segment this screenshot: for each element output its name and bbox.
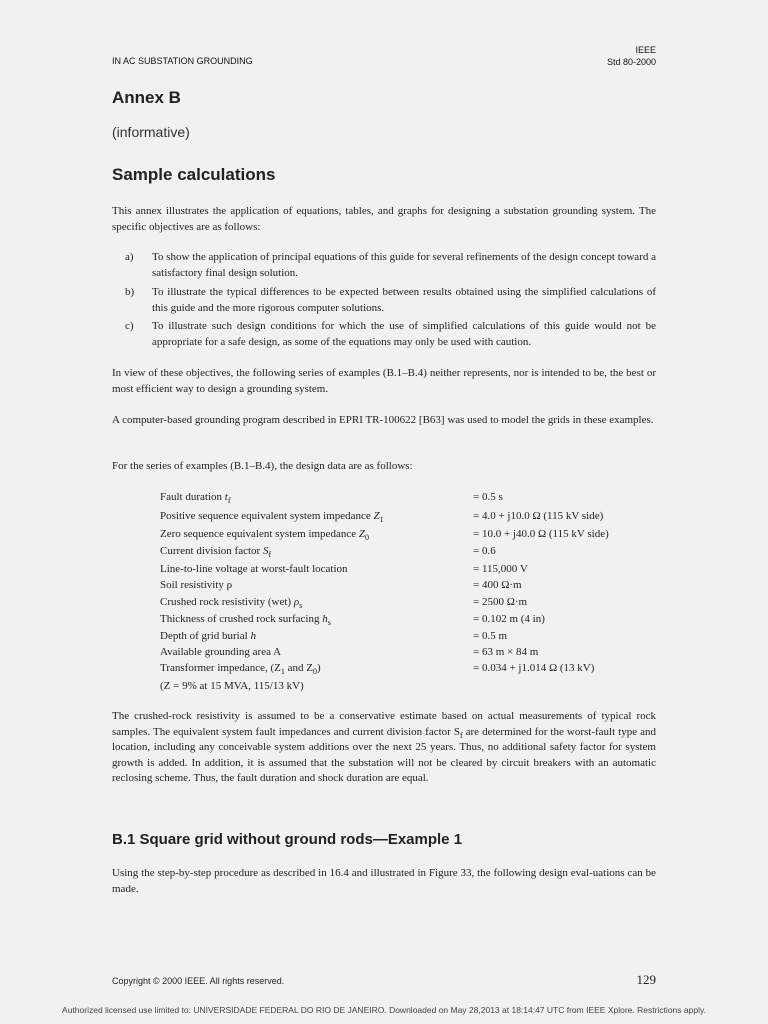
section-title: Sample calculations [112, 165, 276, 184]
data-subscript: 0 [364, 533, 369, 542]
data-label: Current division factor [160, 545, 261, 557]
crushed-rock-text-rest: are determined for the worst-fault type and location, including any conceivable system additions over the next 25 years. Thus, no additional safety factor for system growth is added. In addition, it is assumed that the substation will not be cleared by circuit breakers with an automatic reclosing scheme. Thus, the fault duration and shock duration are equal. [112, 725, 656, 784]
data-label-and: and Z [284, 662, 313, 674]
objective-text: To illustrate the typical differences to be expected between results obtained using the simplified calculations of this guide and the more rigorous computer solutions. [152, 286, 656, 314]
data-value: = 2500 Ω·m [473, 596, 528, 608]
objective-text: To show the application of principal equations of this guide for several refinements of the design concept toward a satisfactory final design solution. [152, 251, 656, 279]
design-data-intro: For the series of examples (B.1–B.4), the design data are as follows: [112, 460, 413, 472]
data-label: Crushed rock resistivity (wet) [160, 596, 292, 608]
intro-paragraph: This annex illustrates the application of equations, tables, and graphs for designing a substation grounding system. The specific objectives are as follows: [112, 205, 656, 233]
data-label: Transformer impedance, (Z [160, 662, 281, 674]
data-value: = 4.0 + j10.0 Ω (115 kV side) [473, 510, 604, 522]
data-row-transformer-note [160, 678, 660, 694]
data-row-line-voltage [160, 561, 660, 577]
crushed-rock-text: The crushed-rock resistivity is assumed to be a conservative estimate based on actual measurements of typical rock samples. The equivalent system fault impedances and current division factor S [112, 710, 656, 738]
data-row-soil-resistivity [160, 577, 660, 593]
data-label: Zero sequence equivalent system impedance [160, 528, 357, 540]
data-value: = 400 Ω·m [473, 579, 522, 591]
header-ieee: IEEE [635, 45, 656, 55]
data-subscript: 1 [379, 515, 384, 524]
data-subscript: s [327, 618, 331, 627]
data-label: Thickness of crushed rock surfacing [160, 613, 320, 625]
data-label: Positive sequence equivalent system impedance [160, 510, 371, 522]
data-symbol: Z [373, 510, 380, 522]
data-value: = 0.6 [473, 545, 496, 557]
running-header-std [560, 44, 656, 68]
data-label: Fault duration [160, 491, 223, 503]
data-label-close: ) [316, 662, 321, 674]
data-symbol: S [262, 545, 269, 557]
page-number: 129 [636, 972, 656, 987]
data-row-zero-impedance [160, 526, 660, 542]
data-subscript: 1 [280, 667, 285, 676]
objective-label: c) [125, 320, 134, 332]
data-label: Line-to-line voltage at worst-fault location [160, 563, 348, 575]
data-row-current-division [160, 543, 660, 559]
copyright-notice: Copyright © 2000 IEEE. All rights reserved. [112, 976, 285, 986]
data-symbol: ρ [293, 596, 300, 608]
data-row-fault-duration [160, 489, 660, 505]
data-row-transformer-impedance [160, 660, 660, 676]
crushed-rock-subscript: f [459, 730, 463, 740]
data-row-burial-depth [160, 628, 660, 644]
objective-item-b [112, 285, 656, 316]
data-subscript: f [268, 550, 272, 559]
computer-program-paragraph: A computer-based grounding program described in EPRI TR-100622 [B63] was used to model the grids in these examples. [112, 414, 654, 426]
objective-item-c [112, 319, 656, 350]
data-symbol: h [322, 613, 328, 625]
header-std-number: Std 80-2000 [606, 57, 656, 67]
data-subscript: 0 [312, 667, 317, 676]
data-label: Depth of grid burial [160, 630, 248, 642]
data-symbol: t [224, 491, 228, 503]
objective-label: a) [125, 251, 134, 263]
section-b1-title: B.1 Square grid without ground rods—Example 1 [112, 831, 463, 848]
data-subscript: f [227, 496, 231, 505]
data-value: = 0.102 m (4 in) [473, 613, 545, 625]
objectives-paragraph: In view of these objectives, the following series of examples (B.1–B.4) neither represents, nor is intended to be, the best or most efficient way to design a grounding system. [112, 367, 656, 395]
data-row-positive-impedance [160, 508, 660, 524]
data-value: = 10.0 + j40.0 Ω (115 kV side) [473, 528, 609, 540]
annex-title: Annex B [112, 88, 181, 107]
data-label: Available grounding area A [160, 646, 282, 658]
data-value: = 0.034 + j1.014 Ω (13 kV) [473, 662, 595, 674]
data-value: = 0.5 s [473, 491, 503, 503]
license-banner: Authorized licensed use limited to: UNIVERSIDADE FEDERAL DO RIO DE JANEIRO. Downloaded on May 28,2013 at 18:14:47 UTC from IEEE Xplore. Restrictions apply. [62, 1005, 706, 1015]
data-value: = 63 m × 84 m [473, 646, 539, 658]
data-value: = 115,000 V [473, 563, 528, 575]
annex-subtitle: (informative) [112, 124, 190, 140]
objective-text: To illustrate such design conditions for which the use of simplified calculations of this guide would not be appropriate for a safe design, as some of the equations may only be used with caution. [152, 320, 656, 348]
section-b1-paragraph: Using the step-by-step procedure as described in 16.4 and illustrated in Figure 33, the following design eval-uations can be made. [112, 867, 656, 895]
data-row-grounding-area [160, 644, 660, 660]
objective-item-a [112, 250, 656, 281]
data-row-rock-resistivity [160, 594, 660, 610]
data-label: (Z = 9% at 15 MVA, 115/13 kV) [160, 680, 304, 692]
data-value: = 0.5 m [473, 630, 508, 642]
objective-label: b) [125, 286, 135, 298]
data-subscript: s [299, 601, 303, 610]
data-symbol: h [250, 630, 256, 642]
data-row-rock-thickness [160, 611, 660, 627]
data-symbol: Z [358, 528, 365, 540]
crushed-rock-paragraph [112, 709, 656, 787]
data-label: Soil resistivity ρ [160, 579, 233, 591]
running-header-title: IN AC SUBSTATION GROUNDING [112, 56, 253, 66]
